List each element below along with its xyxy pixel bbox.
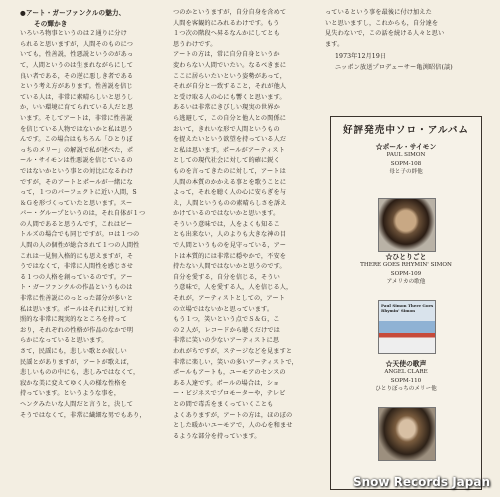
body-line: の人間であると思うんです，これはビー: [20, 220, 133, 228]
body-line: の立場ではないかと思っています。: [173, 305, 274, 313]
record-sub: ひとりぼっちのメリー他: [375, 386, 437, 393]
section-heading-2: その輝かき: [34, 19, 68, 28]
body-line: っちのメリー」の解説で私が述べた，ポ: [20, 146, 134, 154]
record-code: SOPM-110: [390, 377, 422, 384]
body-line: おり，それぞれの性格が作品のなかで明: [20, 326, 134, 334]
body-line: を信じている人物ではないかと私は思う: [20, 125, 134, 133]
record-2: [331, 253, 481, 287]
body-line: という考え方があります。性善説を信じ: [20, 83, 133, 91]
body-line: かけているのではないかと思います。: [173, 210, 280, 218]
body-line: アートの方は，常に自分自身というか: [173, 51, 280, 59]
body-line: を捉えたいという欲望を持っている人だ: [173, 136, 287, 144]
body-line: そういう意味では，人をよくも知るこ: [173, 220, 280, 228]
album-cover-paul-simon: [378, 198, 436, 252]
body-line: よって，それを聴く人の心に安らぎを与: [173, 189, 287, 197]
body-line: ヘンクみたいな人間だと言うと，決して: [20, 400, 134, 408]
body-line: いと思いますし，これからも，自分達を: [325, 19, 439, 27]
body-line: 非常に笑いの少ないアーティストに思: [173, 337, 280, 345]
body-line: 持たない人間ではないかと思うのです。: [173, 263, 286, 271]
body-line: 見失わないで，この話を続ける人々と思い: [325, 30, 445, 38]
body-line: 寂かな美に変えてゆく人の様な性格を: [20, 379, 127, 387]
record-artist: PAUL SIMON: [386, 152, 426, 159]
text-column-1: [20, 8, 160, 421]
body-line: 非常に性善説にのっとった部分が多いと: [20, 295, 133, 303]
body-line: います。そしてアートは，非常に性善説: [20, 114, 133, 122]
body-line: よくありますが，アートの方は，ほのぼの: [173, 411, 293, 419]
record-code: SOPM-109: [390, 270, 422, 277]
column-2-body: [173, 8, 315, 442]
body-line: とも出来ない，人のよりも大きな神の目: [173, 231, 287, 239]
body-line: もう１つ，笑いという点でＳ＆Ｇ，こ: [173, 316, 280, 324]
album-cover-angel-clare: [378, 407, 436, 461]
body-line: ここに居らいたいという姿勢があって，: [173, 72, 286, 80]
body-line: る１つの人格を創っているのです。アー: [20, 273, 133, 281]
body-line: いろいろ物事というのは２通りに分け: [20, 30, 127, 38]
body-line: おいて，きれいな形で人間というもの: [173, 125, 280, 133]
body-line: さて，民謡にも，悲しい歌とか寂しい: [20, 348, 127, 355]
body-line: う意味で，人を愛する人，人を信じる人，: [173, 284, 293, 292]
body-line: 照的な非常に現実的なところを持って: [20, 316, 127, 324]
record-artist: ANGEL CLARE: [384, 369, 428, 376]
body-line: 悲しいものの中にも，悲しみではなくて，: [20, 369, 140, 377]
record-title: ☆天使の歌声: [385, 360, 427, 368]
body-line: との間で毒舌をまくっていくことも: [173, 400, 274, 408]
body-line: あるいは非常にきびしい現実の世界か: [173, 104, 280, 112]
record-sub: 母と子の絆他: [389, 169, 423, 176]
text-column-2: [173, 8, 315, 442]
body-line: うではなくて，非常に人間性を感じさせ: [20, 263, 134, 271]
body-line: それが自分と一致すること，それが他人: [173, 83, 287, 91]
body-line: ー・ビジネスでプロモーターや，テレビ: [173, 390, 286, 398]
record-1: [331, 143, 481, 177]
record-code: SOPM-108: [390, 160, 422, 167]
text-column-3: [325, 8, 487, 74]
column-3-body: [325, 8, 487, 50]
body-line: それが，アーティストとしての，アート: [173, 295, 286, 303]
body-line: 良い者である，その逆に悪しき者である: [20, 72, 134, 80]
body-line: パー・グループというのは，それ自体が１つ: [20, 210, 146, 218]
body-line: 人間の本質のかかえる事とを歌うことに: [173, 178, 287, 186]
credit-name: ニッポン放送プロデューサー亀渕昭信(談): [335, 63, 453, 71]
solo-album-box: [330, 116, 482, 490]
body-line: で人間というものを見守っている，アー: [173, 242, 286, 250]
body-line: 自分を愛する，自分を信じる，そうい: [173, 273, 280, 281]
solo-album-title: 好評発売中ソロ・アルバム: [342, 125, 470, 136]
body-line: か，いい環境に育てられている人だと思: [20, 104, 134, 112]
body-line: ＆Ｇを形づくっていたと思います。スー: [20, 199, 133, 207]
body-line: らかになっていると思います。: [20, 337, 108, 345]
body-line: と私は思います。ポールがアーティスト: [173, 146, 285, 154]
credit: [325, 52, 487, 73]
body-line: ではないかという事との対比になるわけ: [20, 167, 134, 175]
body-line: そうではなくて，非常に繊細な男でもあり，: [20, 411, 146, 419]
body-line: ものを言ってきたのに対して，アートは: [173, 167, 286, 175]
credit-date: 1973年12月19日: [335, 53, 387, 61]
body-line: て，人間というのは生まれながらにして: [20, 61, 134, 69]
body-line: 私は思います。ポールはそれに対して対: [20, 305, 133, 313]
column-1-body: [20, 29, 160, 421]
body-line: 持っています。というような事を，: [20, 390, 121, 398]
body-line: ら逃避して，この自分と他人との関係に: [173, 114, 287, 122]
body-line: るような部分を持っています。: [173, 432, 261, 440]
body-line: んです。この場合はもちろん「ひとりぼ: [20, 136, 133, 144]
body-line: ですが，そのアートとポールが一緒にな: [20, 178, 133, 186]
body-line: ている人は，非常に素晴らしいと思うし: [20, 93, 134, 101]
body-line: われがちですが，ステージなどを見ますと: [173, 348, 293, 355]
body-line: トルズの場合でも同じですが。ロは１つの: [20, 231, 140, 239]
body-line: つのかというますが，自分自身を含めて: [173, 9, 287, 16]
body-line: られると思いますが，人間そのものにつ: [20, 40, 134, 48]
body-line: と受け取る人の心にも響くと思います。: [173, 93, 286, 101]
body-line: これは一見無入格的にも思えますが，そ: [20, 252, 134, 260]
body-line: え，人間というものの素晴らしさを訴え: [173, 199, 287, 207]
body-line: ある人達です。ポールの場合は，ショ: [173, 379, 280, 387]
body-line: としての現代社会に対して的確に鋭く: [173, 157, 280, 165]
watermark: Snow Records Japan: [352, 475, 490, 489]
section-heading: ●アート・ガーファンクルの魅力、: [20, 9, 126, 17]
album-cover-rhymin-simon: [378, 300, 436, 354]
body-line: トは本質的には非常に穏やかで，不安を: [173, 252, 287, 260]
cover-text: Paul Simon There Goes Rhymin' Simon: [381, 303, 434, 313]
body-line: っているという事を最後に付け加えた: [325, 9, 432, 16]
body-line: ール・サイモンは性悪説を信じているの: [20, 157, 133, 165]
body-line: 非常に楽しい，笑いの多いアーティストで，: [173, 358, 298, 366]
body-line: とした暖かいユーモアで，人の心を和ませ: [173, 422, 293, 430]
body-line: ト・ガーファンクルの作品というものは: [20, 284, 133, 292]
body-line: って，１つのパーフェクトに近い人間，S: [20, 189, 137, 197]
body-line: ポールもアートも，ユーモアのセンスの: [173, 369, 286, 377]
record-title: ☆ひとりごと: [385, 253, 427, 261]
record-sub: アメリカの歌他: [386, 279, 426, 286]
body-line: の２人が，レコードから聴くだけでは: [173, 326, 280, 334]
body-line: １つ次の階段へ昇るなんかにしてとも: [173, 30, 280, 38]
body-line: 人間を客観的にみれるわけです。もう: [173, 19, 280, 27]
record-3: [331, 360, 481, 394]
body-line: 民謡とがありますが，アートが歌えば，: [20, 358, 133, 366]
record-title: ☆ポール・サイモン: [375, 143, 437, 151]
body-line: 思うわけです。: [173, 40, 217, 48]
body-line: いても，性善説，性悪説というのがあっ: [20, 51, 134, 59]
body-line: 人間の人の個性が総合されて１つの人間性: [20, 242, 140, 250]
record-artist: THERE GOES RHYMIN' SIMON: [360, 262, 452, 269]
body-line: 変わらない人間でいたい。なるべきまに: [173, 61, 287, 69]
body-line: ます。: [325, 40, 344, 48]
